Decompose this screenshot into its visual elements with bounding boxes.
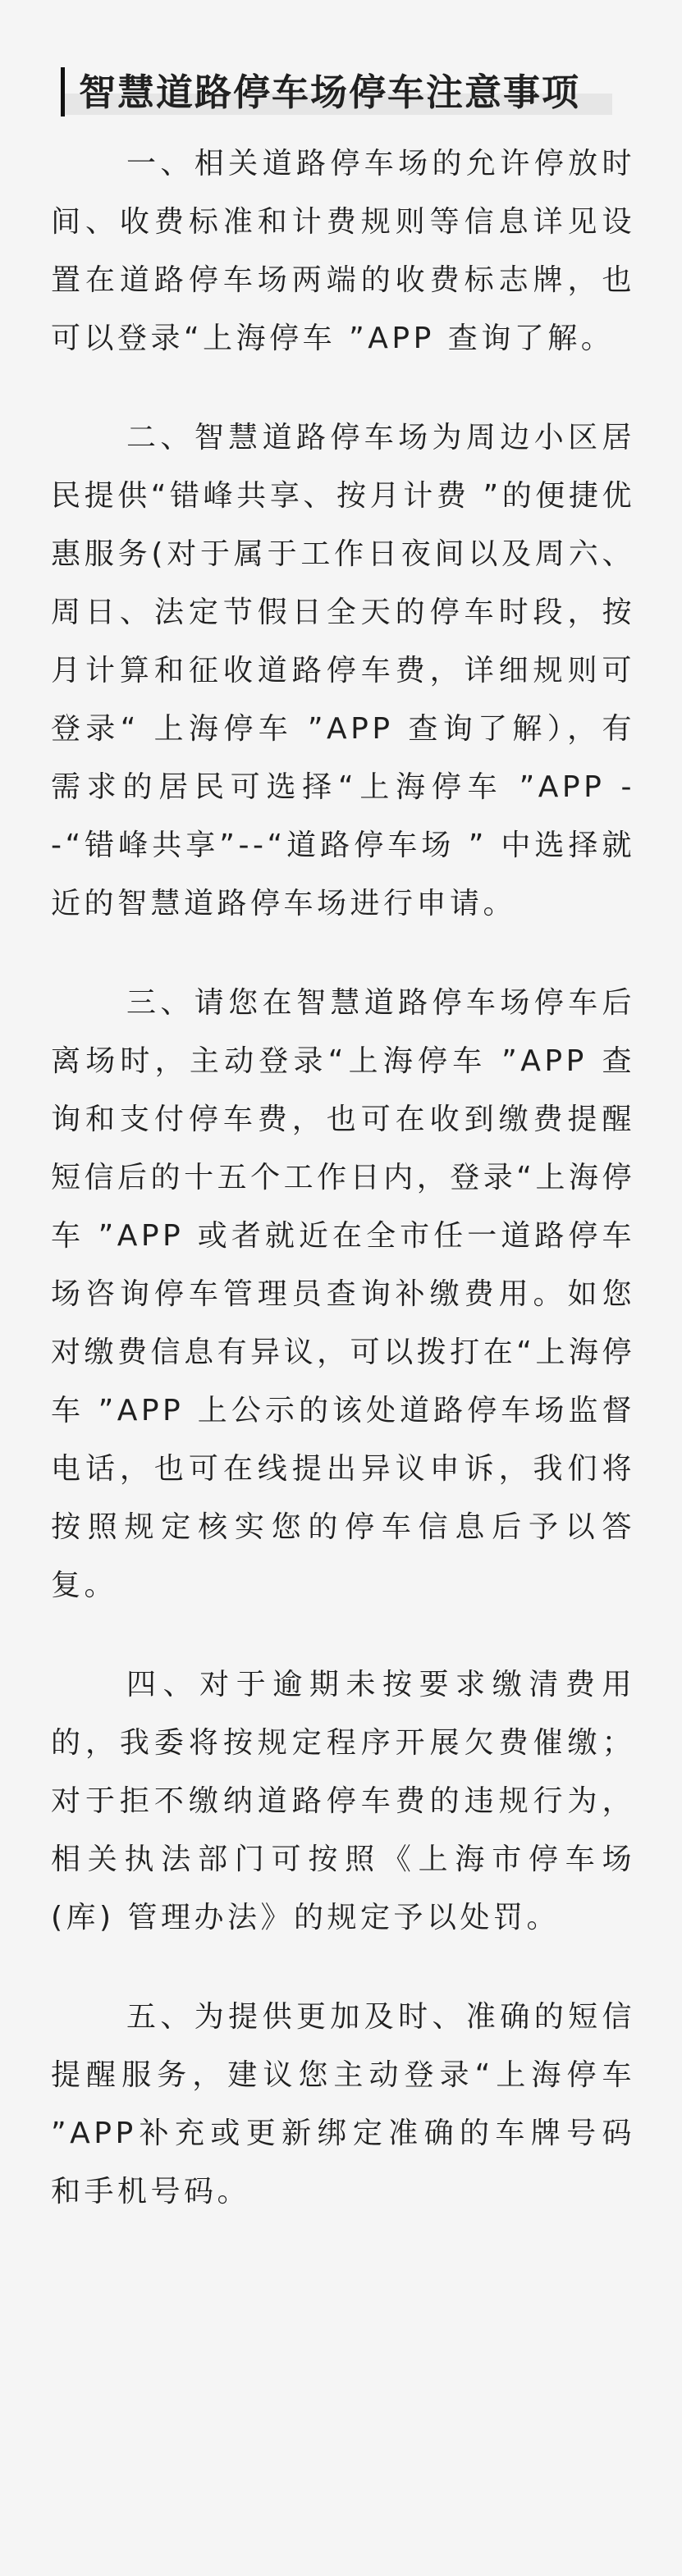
page-title: 智慧道路停车场停车注意事项 xyxy=(79,71,581,114)
paragraph-5: 五、为提供更加及时、准确的短信提醒服务，建议您主动登录“上海停车 ”APP补充或更新绑定准确的车牌号码和手机号码。 xyxy=(51,2000,635,2208)
notice-body xyxy=(51,135,635,2221)
title-accent-bar xyxy=(61,67,65,116)
title-block xyxy=(61,66,612,120)
paragraph-4: 四、对于逾期未按要求缴清费用的，我委将按规定程序开展欠费催缴；对于拒不缴纳道路停车费的违规行为，相关执法部门可按照《上海市停车场(库) 管理办法》的规定予以处罚。 xyxy=(51,1668,635,1934)
paragraph-1: 一、相关道路停车场的允许停放时间、收费标准和计费规则等信息详见设置在道路停车场两端的收费标志牌，也可以登录“上海停车 ”APP 查询了解。 xyxy=(51,147,635,355)
paragraph-2: 二、智慧道路停车场为周边小区居民提供“错峰共享、按月计费 ”的便捷优惠服务(对于属于工作日夜间以及周六、周日、法定节假日全天的停车时段，按月计算和征收道路停车费，详细规则可登录“ 上海停车 ”APP 查询了解），有需求的居民可选择“上海停车 ”APP --“错峰共享”--“道路停车场 ” 中选择就近的智慧道路停车场进行申请。 xyxy=(51,421,635,920)
paragraph-3: 三、请您在智慧道路停车场停车后离场时，主动登录“上海停车 ”APP 查询和支付停车费，也可在收到缴费提醒短信后的十五个工作日内，登录“上海停车 ”APP 或者就近在全市任一道路停车场咨询停车管理员查询补缴费用。如您对缴费信息有异议，可以拨打在“上海停车 ”APP 上公示的该处道路停车场监督电话，也可在线提出异议申诉，我们将按照规定核实您的停车信息后予以答复。 xyxy=(51,986,635,1602)
